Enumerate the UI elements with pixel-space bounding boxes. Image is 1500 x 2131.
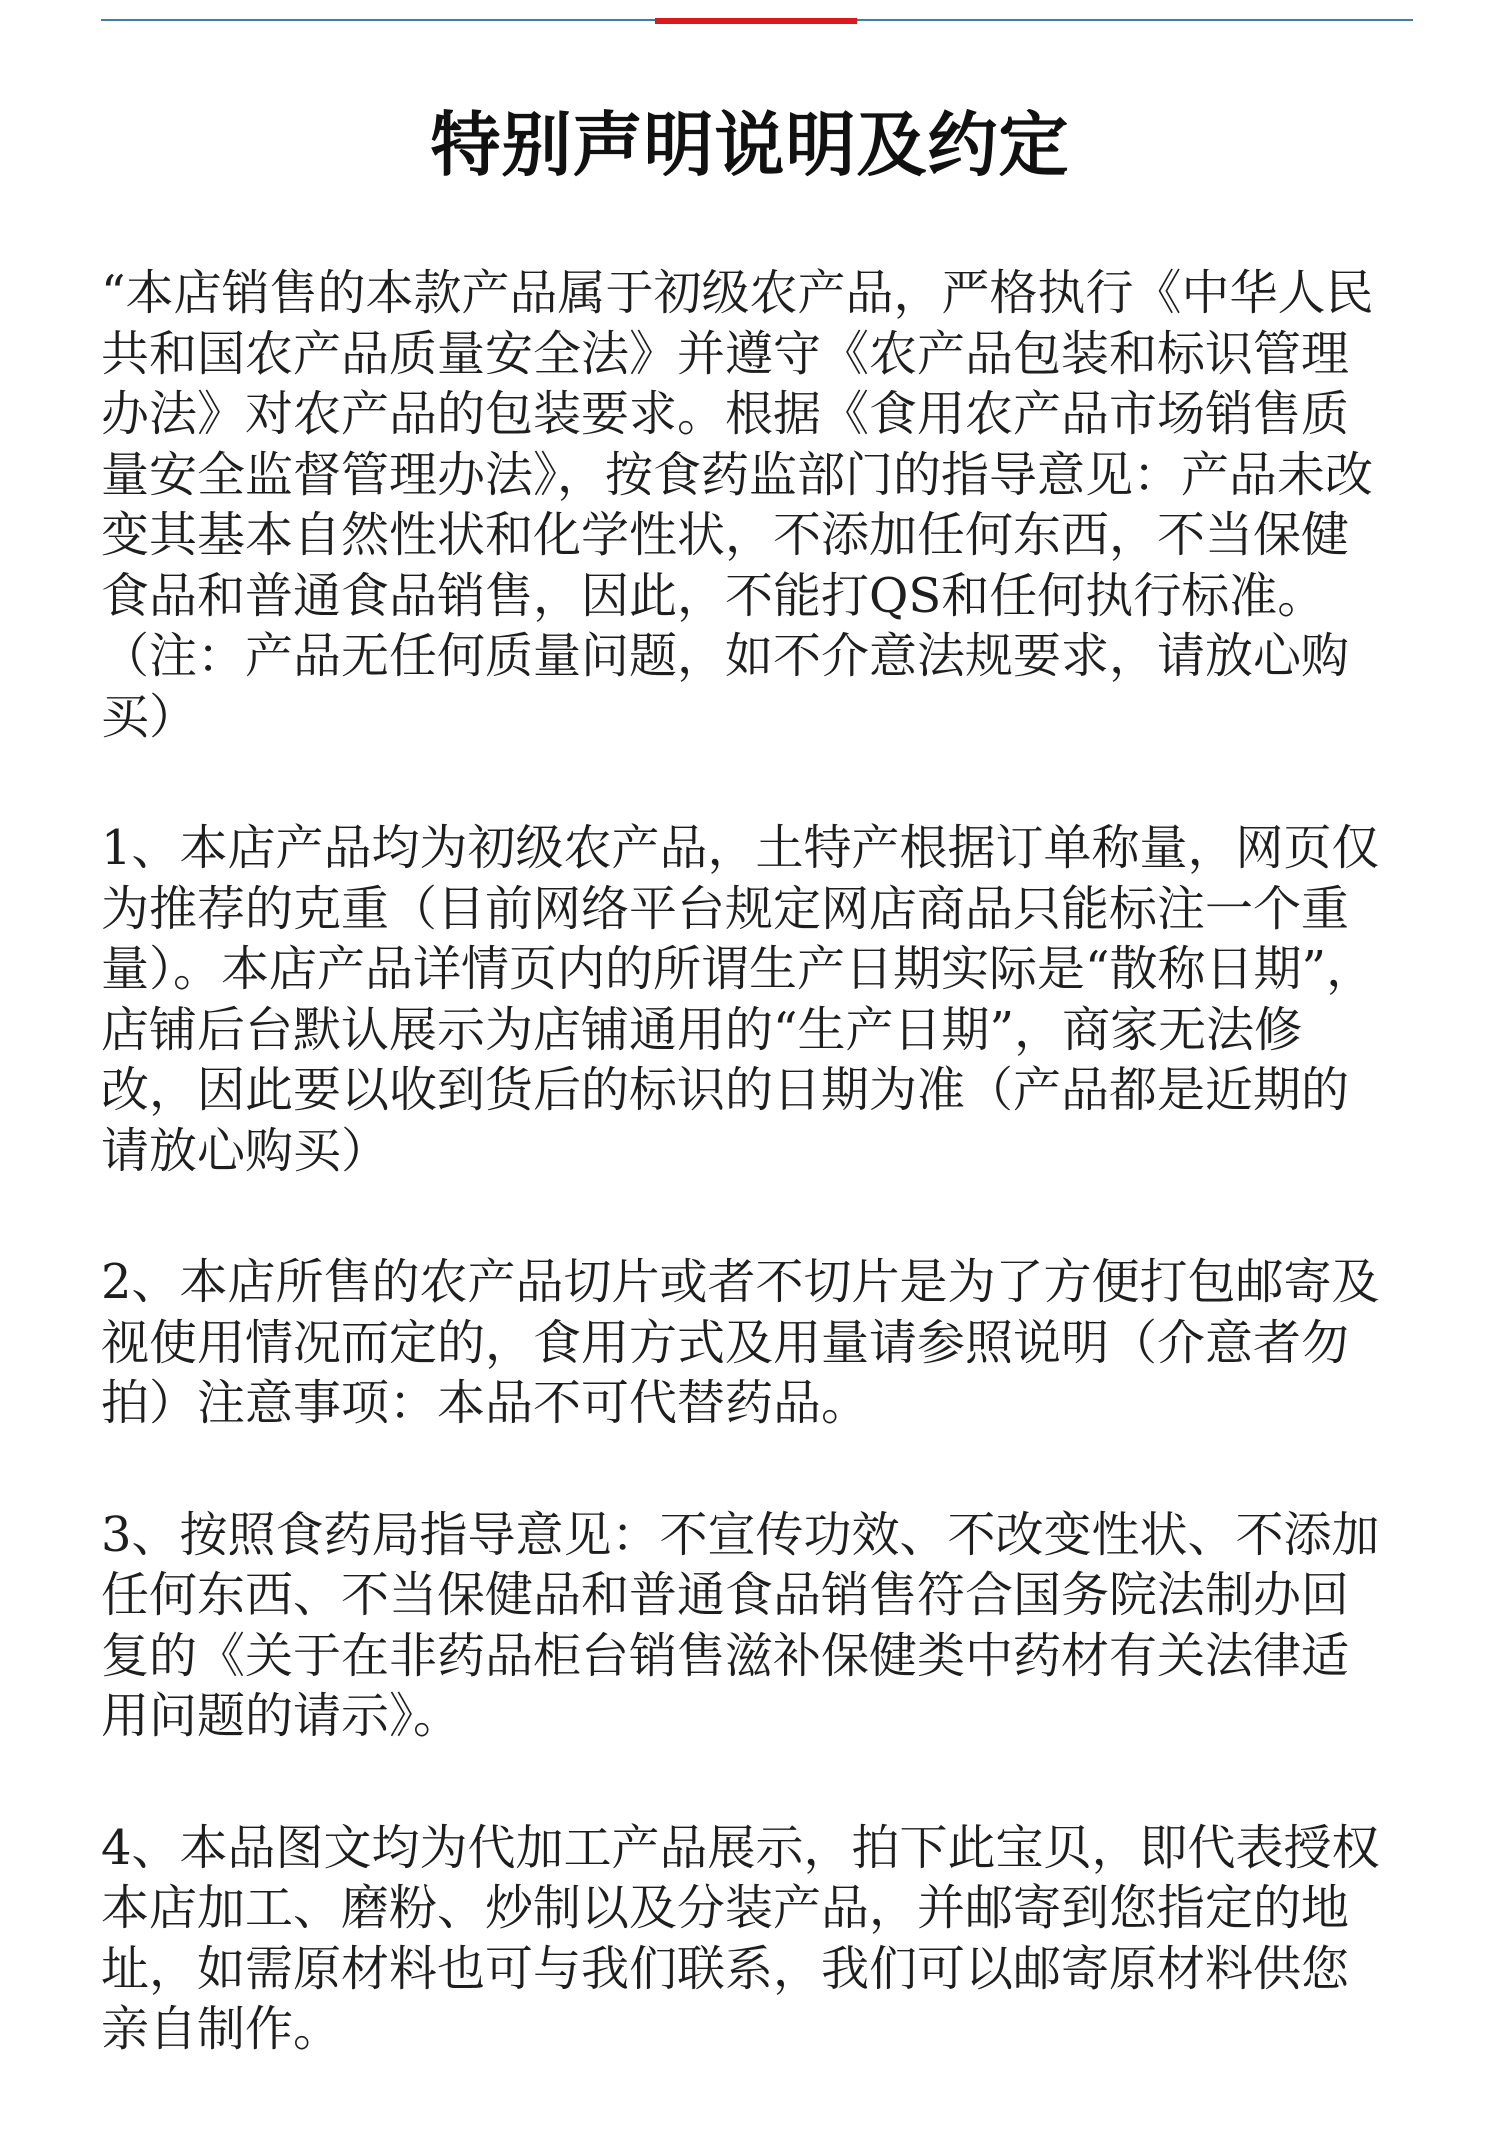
top-accent-bar — [655, 18, 857, 24]
clause-3-paragraph: 3、按照食药局指导意见：不宣传功效、不改变性状、不添加任何东西、不当保健品和普通食品销售符合国务院法制办回复的《关于在非药品柜台销售滋补保健类中药材有关法律适用问题的请示》。 — [101, 1506, 1380, 1744]
intro-paragraph: “本店销售的本款产品属于初级农产品，严格执行《中华人民共和国农产品质量安全法》并遵守《农产品包装和标识管理办法》对农产品的包装要求。根据《食用农产品市场销售质量安全监督管理办法》，按食药监部门的指导意见：产品未改变其基本自然性状和化学性状，不添加任何东西，不当保健食品和普通食品销售，因此，不能打QS和任何执行标准。（注：产品无任何质量问题，如不介意法规要求，请放心购买） — [101, 265, 1374, 745]
clause-4-paragraph: 4、本品图文均为代加工产品展示，拍下此宝贝，即代表授权本店加工、磨粉、炒制以及分装产品，并邮寄到您指定的地址，如需原材料也可与我们联系，我们可以邮寄原材料供您亲自制作。 — [101, 1819, 1380, 2057]
document-title: 特别声明说明及约定 — [430, 103, 1070, 186]
clause-2-paragraph: 2、本店所售的农产品切片或者不切片是为了方便打包邮寄及视使用情况而定的，食用方式及用量请参照说明（介意者勿拍）注意事项：本品不可代替药品。 — [101, 1254, 1380, 1431]
document-body — [101, 263, 1391, 2131]
clause-1-paragraph: 1、本店产品均为初级农产品，土特产根据订单称量，网页仅为推荐的克重（目前网络平台规定网店商品只能标注一个重量）。本店产品详情页内的所谓生产日期实际是“散称日期”，店铺后台默认展示为店铺通用的“生产日期”，商家无法修改，因此要以收到货后的标识的日期为准（产品都是近期的请放心购买） — [101, 820, 1380, 1179]
